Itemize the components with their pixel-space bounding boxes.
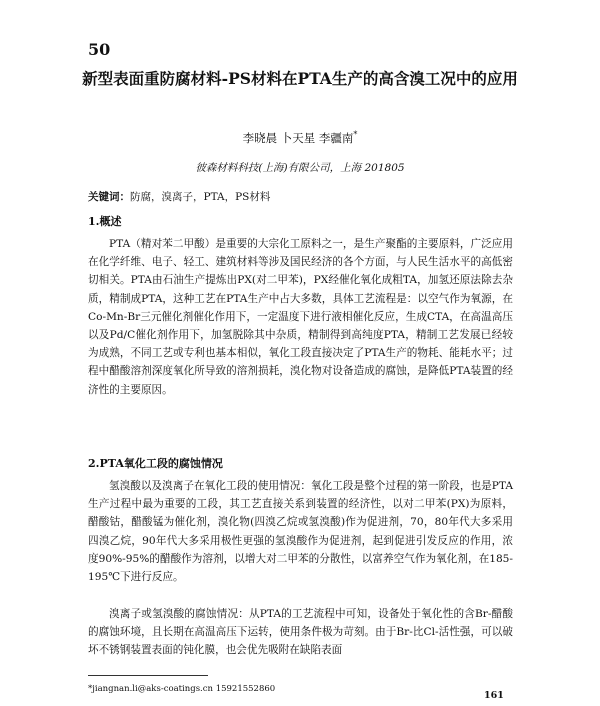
section-2-paragraph-1: 氢溴酸以及溴离子在氧化工段的使用情况：氧化工段是整个过程的第一阶段，也是PTA生产过程中最为重要的工段，其工艺直接关系到装置的经济性，以对二甲苯(PX)为原料，醋酸钴，醋酸锰为催化剂，溴化物(四溴乙烷或氢溴酸)作为促进剂，70，80年代大多采用四溴乙烷，90年代大多采用极性更强的氢溴酸作为促进剂，起到促进引发反应的作用，浓度90%-95%的醋酸作为溶剂，以增大对二甲苯的分散性，以富养空气作为氧化剂，在185-195℃下进行反应。 (88, 480, 513, 584)
author-names: 李晓晨 卜天星 李疆南 (242, 131, 354, 145)
section-2-heading: 2.PTA氧化工段的腐蚀情况 (88, 457, 223, 470)
keywords-line (88, 189, 270, 204)
footnote: *jiangnan.li@aks-coatings.cn 15921552860 (88, 684, 276, 694)
page-number: 161 (484, 690, 504, 701)
section-2-paragraph-2: 溴离子或氢溴酸的腐蚀情况：从PTA的工艺流程中可知，设备处于氧化性的含Br-醋酸的腐蚀环境，且长期在高温高压下运转，使用条件极为苛刻。由于Br-比Cl-活性强，可以破坏不锈钢装置表面的钝化膜，也会优先吸附在缺陷表面 (88, 608, 513, 657)
keywords-text: 防腐，溴离子，PTA，PS材料 (130, 191, 271, 203)
author-list (0, 130, 600, 146)
section-1-heading: 1.概述 (88, 215, 122, 228)
paper-title: 新型表面重防腐材料-PS材料在PTA生产的高含溴工况中的应用 (82, 69, 518, 88)
chapter-number: 50 (88, 40, 111, 59)
keywords-label: 关键词： (88, 191, 130, 203)
author-mark: * (353, 130, 358, 140)
section-1-paragraph: PTA（精对苯二甲酸）是重要的大宗化工原料之一，是生产聚酯的主要原料，广泛应用在化学纤维、电子、轻工、建筑材料等涉及国民经济的各个方面，与人民生活水平的高低密切相关。PTA由石油生产提炼出PX(对二甲苯)，PX经催化氧化成粗TA，加氢还原法除去杂质，精制成PTA，这种工艺在PTA生产中占大多数，具体工艺流程是：以空气作为氧源，在Co-Mn-Br三元催化剂催化作用下，一定温度下进行液相催化反应，生成CTA，在高温高压以及Pd/C催化剂作用下，加氢脱除其中杂质，精制得到高纯度PTA，精制工艺发展已经较为成熟，不同工艺或专利也基本相似，氧化工段直接决定了PTA生产的物耗、能耗水平；过程中醋酸溶剂深度氧化所导致的溶剂损耗，溴化物对设备造成的腐蚀，是降低PTA装置的经济性的主要原因。 (88, 238, 513, 396)
affiliation: 彼森材料科技(上海)有限公司，上海 201805 (195, 162, 405, 174)
footnote-divider (88, 675, 208, 676)
